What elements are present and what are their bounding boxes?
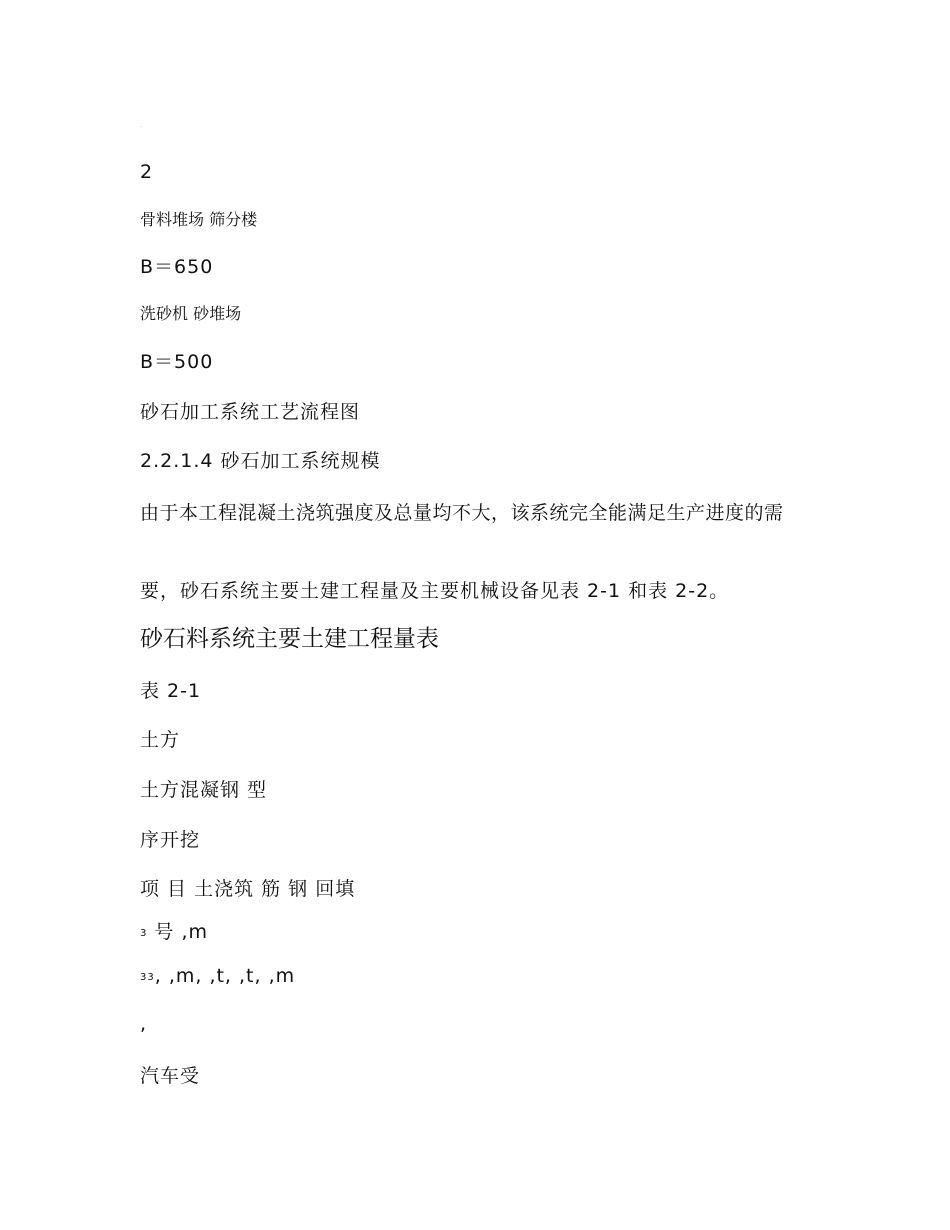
table-header-row-4: 项 目 土浇筑 筋 钢 回填 (140, 878, 356, 900)
table-row-label-truck: 汽车受 (140, 1065, 201, 1087)
header-mark: · (140, 124, 142, 131)
unit-row-2 (140, 965, 295, 988)
table-header-row-2: 土方混凝钢 型 (140, 779, 268, 801)
flow-label-aggregate-yard: 骨料堆场 筛分楼 (140, 210, 258, 229)
paragraph-line-1: 由于本工程混凝土浇筑强度及总量均不大，该系统完全能满足生产进度的需 (140, 502, 784, 524)
unit-row-2-text: , ,m, ,t, ,t, ,m (154, 965, 296, 987)
paragraph (140, 499, 830, 527)
comma-row: , (140, 1013, 148, 1035)
flow-label-sand-washer: 洗砂机 砂堆场 (140, 304, 242, 323)
flow-belt-width-650: B＝650 (140, 256, 214, 278)
unit-row-1 (140, 921, 208, 944)
paragraph-line-2: 要，砂石系统主要土建工程量及主要机械设备见表 2-1 和表 2-2。 (140, 580, 730, 602)
unit-row-2-superscript: 33 (140, 972, 155, 983)
page-marker: 2 (140, 161, 154, 183)
unit-row-1-superscript: 3 (140, 928, 148, 939)
table-number: 表 2-1 (140, 680, 202, 702)
table-header-row-3: 序开挖 (140, 829, 201, 851)
unit-row-1-text: 号 ,m (154, 921, 209, 943)
flow-belt-width-500: B＝500 (140, 351, 214, 373)
section-heading: 2.2.1.4 砂石加工系统规模 (140, 450, 381, 472)
figure-caption: 砂石加工系统工艺流程图 (140, 401, 361, 423)
table-header-row-1: 土方 (140, 729, 181, 751)
table-title: 砂石料系统主要土建工程量表 (140, 626, 439, 652)
